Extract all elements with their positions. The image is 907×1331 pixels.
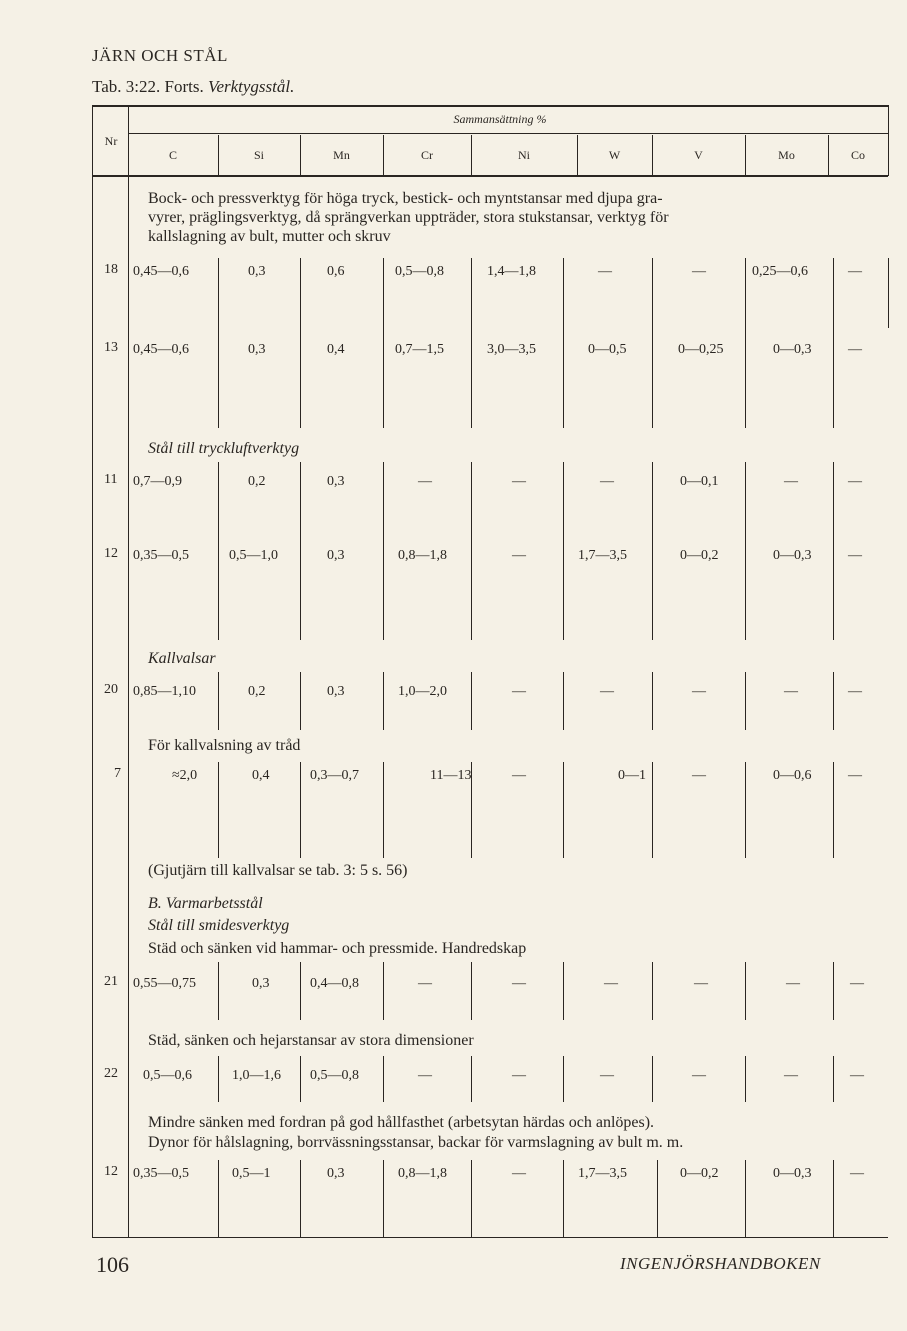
cell-w: —: [600, 684, 614, 699]
cell-mn: 0,4: [327, 342, 345, 357]
cell-mn: 0,3: [327, 1166, 345, 1181]
right-border-lower: [888, 258, 889, 328]
table-caption: [92, 77, 294, 97]
cell-co: —: [848, 548, 862, 563]
col-sep: [563, 462, 564, 640]
col-sep: [652, 258, 653, 428]
col-sep: [300, 962, 301, 1020]
group-header-rule: [128, 133, 888, 134]
cell-cr: —: [418, 976, 432, 991]
cell-v: 0—0,2: [680, 1166, 719, 1181]
cell-c: 0,45—0,6: [133, 342, 189, 357]
col-sep: [833, 462, 834, 640]
cell-ni: 1,4—1,8: [487, 264, 536, 279]
hdr-sep: [471, 135, 472, 175]
cell-mn: 0,6: [327, 264, 345, 279]
cell-w: 0—1: [618, 768, 646, 783]
row-nr: 21: [104, 974, 118, 989]
col-sep: [833, 962, 834, 1020]
table-bottom-rule: [92, 1237, 888, 1238]
cell-mo: —: [784, 684, 798, 699]
cell-ni: —: [512, 768, 526, 783]
col-sep: [300, 1056, 301, 1102]
cell-c: 0,5—0,6: [143, 1068, 192, 1083]
cell-mn: 0,3—0,7: [310, 768, 359, 783]
section-text-stad-stora: Städ, sänken och hejarstansar av stora dimensioner: [148, 1032, 474, 1049]
section-text-mindre-b: Dynor för hålslagning, borrvässningsstansar, backar för varmslagning av bult m. m.: [148, 1134, 684, 1151]
cell-co: —: [848, 342, 862, 357]
nr-separator: [128, 105, 129, 1237]
cell-si: 0,3: [252, 976, 270, 991]
cell-mn: 0,4—0,8: [310, 976, 359, 991]
cell-si: 0,5—1: [232, 1166, 271, 1181]
cell-cr: 11—13: [430, 768, 472, 783]
right-border: [888, 105, 889, 176]
col-sep: [833, 258, 834, 428]
cell-w: 1,7—3,5: [578, 548, 627, 563]
col-sep: [218, 762, 219, 858]
cell-si: 0,4: [252, 768, 270, 783]
col-header-mn: Mn: [333, 148, 350, 162]
table-top-rule: [92, 105, 888, 107]
cell-c: 0,35—0,5: [133, 1166, 189, 1181]
cell-mn: 0,3: [327, 474, 345, 489]
hdr-sep: [652, 135, 653, 175]
col-sep: [383, 258, 384, 428]
col-sep: [383, 462, 384, 640]
col-sep: [300, 258, 301, 428]
col-header-nr: Nr: [104, 134, 118, 148]
cell-w: 1,7—3,5: [578, 1166, 627, 1181]
cell-mo: —: [784, 474, 798, 489]
cell-mo: 0—0,3: [773, 1166, 812, 1181]
section-text-mindre-a: Mindre sänken med fordran på god hållfasthet (arbetsytan härdas och anlöpes).: [148, 1114, 655, 1131]
cell-cr: 0,8—1,8: [398, 548, 447, 563]
cell-w: 0—0,5: [588, 342, 627, 357]
cell-c: 0,35—0,5: [133, 548, 189, 563]
hdr-sep: [300, 135, 301, 175]
col-sep: [383, 1160, 384, 1237]
section-heading-smidesverktyg: Stål till smidesverktyg: [148, 917, 290, 934]
cell-co: —: [848, 684, 862, 699]
col-header-co: Co: [850, 148, 865, 162]
cell-co: —: [848, 768, 862, 783]
col-sep: [657, 1160, 658, 1237]
cell-mn: 0,3: [327, 548, 345, 563]
col-sep: [563, 1160, 564, 1237]
table-number: 3:22.: [125, 77, 161, 96]
forts-label: Forts.: [164, 77, 204, 96]
row-nr: 18: [104, 262, 118, 277]
col-sep: [383, 1056, 384, 1102]
cell-v: —: [692, 264, 706, 279]
hdr-sep: [383, 135, 384, 175]
col-sep: [745, 1160, 746, 1237]
cell-w: —: [600, 1068, 614, 1083]
section-text-1c: kallslagning av bult, mutter och skruv: [148, 228, 391, 245]
cell-v: —: [694, 976, 708, 991]
col-sep: [218, 1160, 219, 1237]
col-sep: [563, 672, 564, 730]
col-sep: [471, 962, 472, 1020]
row-nr: 20: [104, 682, 118, 697]
cell-si: 0,3: [248, 342, 266, 357]
col-group-header: Sammansättning %: [453, 112, 547, 126]
cell-mo: —: [784, 1068, 798, 1083]
cell-co: —: [850, 1068, 864, 1083]
section-text-1b: vyrer, präglingsverktyg, då sprängverkan uppträder, stora stukstansar, verktyg för: [148, 209, 669, 226]
col-header-mo: Mo: [778, 148, 795, 162]
col-sep: [218, 1056, 219, 1102]
section-heading-varmarbetsstal: B. Varmarbetsstål: [148, 895, 263, 912]
cell-si: 0,2: [248, 474, 266, 489]
section-heading-kallvalsar: Kallvalsar: [148, 650, 216, 667]
cell-mn: 0,5—0,8: [310, 1068, 359, 1083]
col-header-c: C: [168, 148, 177, 162]
cell-mo: —: [786, 976, 800, 991]
col-sep: [471, 1160, 472, 1237]
row-nr: 7: [114, 766, 121, 781]
col-sep: [471, 258, 472, 428]
col-sep: [745, 462, 746, 640]
cell-co: —: [850, 1166, 864, 1181]
cell-v: —: [692, 1068, 706, 1083]
cell-c: 0,55—0,75: [133, 976, 196, 991]
cell-c: ≈2,0: [172, 768, 198, 783]
cell-cr: 0,8—1,8: [398, 1166, 447, 1181]
section-text-1a: Bock- och pressverktyg för höga tryck, bestick- och myntstansar med djupa gra-: [148, 190, 663, 207]
col-sep: [652, 672, 653, 730]
cell-ni: —: [512, 1068, 526, 1083]
row-nr: 11: [104, 472, 118, 487]
cell-v: 0—0,25: [678, 342, 724, 357]
cell-w: —: [598, 264, 612, 279]
col-header-si: Si: [253, 148, 264, 162]
cell-v: 0—0,2: [680, 548, 719, 563]
col-sep: [218, 462, 219, 640]
cell-mo: 0—0,3: [773, 548, 812, 563]
col-sep: [745, 962, 746, 1020]
cell-c: 0,85—1,10: [133, 684, 196, 699]
col-sep: [563, 258, 564, 428]
cell-ni: —: [512, 474, 526, 489]
col-sep: [218, 672, 219, 730]
section-note-gjutjarn: (Gjutjärn till kallvalsar se tab. 3: 5 s. 56): [148, 862, 408, 879]
page-number: 106: [96, 1252, 129, 1277]
left-border: [92, 105, 93, 1237]
col-sep: [652, 462, 653, 640]
col-sep: [745, 258, 746, 428]
hdr-sep: [745, 135, 746, 175]
col-header-cr: Cr: [421, 148, 433, 162]
cell-ni: —: [512, 548, 526, 563]
col-sep: [833, 1056, 834, 1102]
cell-mn: 0,3: [327, 684, 345, 699]
col-sep: [383, 962, 384, 1020]
col-sep: [745, 1056, 746, 1102]
cell-cr: 0,7—1,5: [395, 342, 444, 357]
col-sep: [563, 762, 564, 858]
section-text-stad: Städ och sänken vid hammar- och pressmide. Handredskap: [148, 940, 527, 957]
col-header-ni: Ni: [518, 148, 530, 162]
col-sep: [471, 462, 472, 640]
cell-w: —: [600, 474, 614, 489]
cell-w: —: [604, 976, 618, 991]
cell-ni: —: [512, 684, 526, 699]
cell-v: 0—0,1: [680, 474, 719, 489]
row-nr: 12: [104, 1164, 118, 1179]
cell-c: 0,45—0,6: [133, 264, 189, 279]
cell-ni: —: [512, 976, 526, 991]
section-text-kallvalsning: För kallvalsning av tråd: [148, 737, 301, 754]
col-sep: [471, 1056, 472, 1102]
hdr-sep: [577, 135, 578, 175]
col-sep: [300, 762, 301, 858]
header-bottom-rule: [92, 175, 888, 177]
col-sep: [833, 672, 834, 730]
cell-cr: —: [418, 474, 432, 489]
table-title: Verktygsstål.: [207, 77, 295, 96]
col-sep: [833, 762, 834, 858]
col-sep: [833, 1160, 834, 1237]
book-title: INGENJÖRSHANDBOKEN: [620, 1254, 821, 1273]
col-sep: [563, 1056, 564, 1102]
col-sep: [652, 962, 653, 1020]
row-nr: 22: [104, 1066, 118, 1081]
cell-si: 0,3: [248, 264, 266, 279]
table-prefix: Tab.: [92, 77, 122, 96]
col-sep: [383, 672, 384, 730]
col-sep: [300, 1160, 301, 1237]
col-header-v: V: [694, 148, 703, 162]
col-sep: [563, 962, 564, 1020]
col-sep: [218, 258, 219, 428]
cell-v: —: [692, 768, 706, 783]
cell-si: 0,2: [248, 684, 266, 699]
col-header-w: W: [608, 148, 621, 162]
hdr-sep: [828, 135, 829, 175]
cell-ni: —: [512, 1166, 526, 1181]
cell-mo: 0—0,6: [773, 768, 812, 783]
col-sep: [745, 762, 746, 858]
cell-cr: 1,0—2,0: [398, 684, 447, 699]
col-sep: [300, 672, 301, 730]
cell-si: 0,5—1,0: [229, 548, 278, 563]
col-sep: [300, 462, 301, 640]
cell-mo: 0,25—0,6: [752, 264, 808, 279]
cell-c: 0,7—0,9: [133, 474, 182, 489]
cell-co: —: [850, 976, 864, 991]
cell-si: 1,0—1,6: [232, 1068, 281, 1083]
cell-co: —: [848, 474, 862, 489]
section-heading-tryckluft: Stål till tryckluftverktyg: [148, 440, 300, 457]
col-sep: [652, 762, 653, 858]
col-sep: [652, 1056, 653, 1102]
cell-co: —: [848, 264, 862, 279]
cell-ni: 3,0—3,5: [487, 342, 536, 357]
col-sep: [745, 672, 746, 730]
cell-v: —: [692, 684, 706, 699]
row-nr: 12: [104, 546, 118, 561]
row-nr: 13: [104, 340, 118, 355]
col-sep: [383, 762, 384, 858]
col-sep: [218, 962, 219, 1020]
cell-mo: 0—0,3: [773, 342, 812, 357]
cell-cr: —: [418, 1068, 432, 1083]
cell-cr: 0,5—0,8: [395, 264, 444, 279]
running-head: JÄRN OCH STÅL: [92, 46, 228, 65]
hdr-sep: [218, 135, 219, 175]
col-sep: [471, 672, 472, 730]
